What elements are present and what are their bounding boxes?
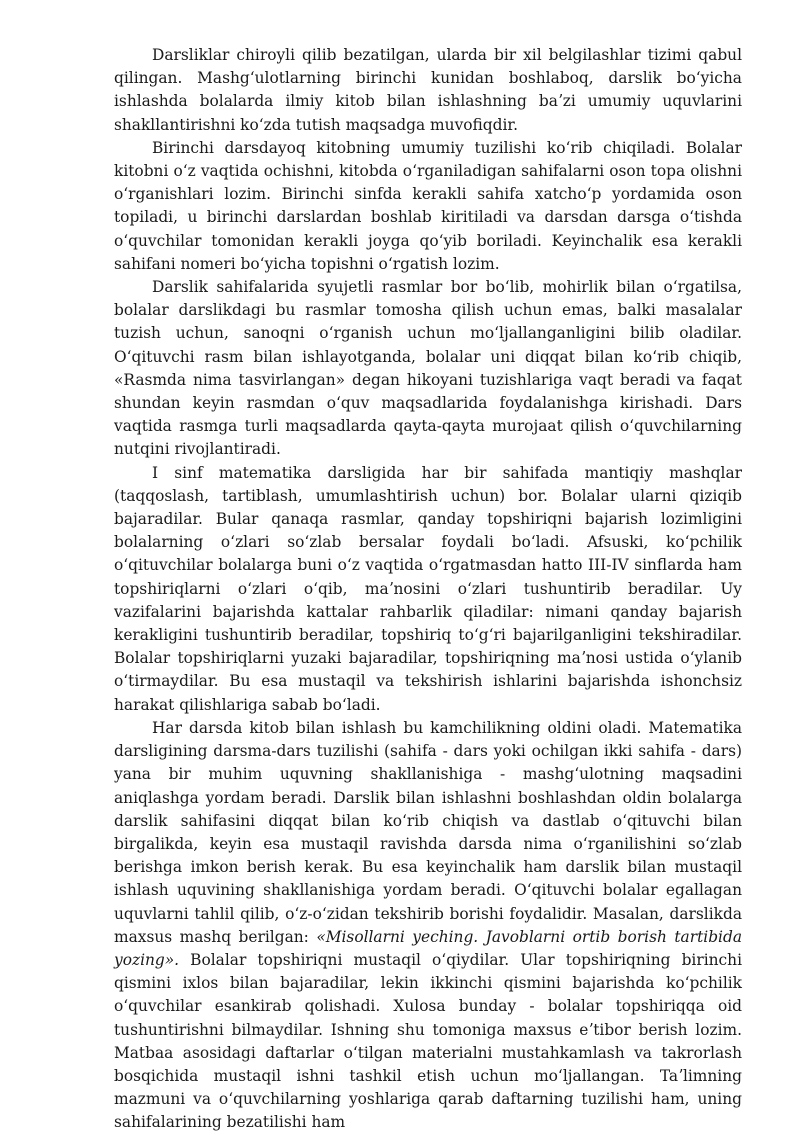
paragraph-1: Darsliklar chiroyli qilib bezatilgan, ularda bir xil belgilashlar tizimi qabul qilingan. Mashgʻulotlarning birinchi kunidan boshlaboq, darslik boʻyicha ishlashda bolalarda ilmiy kitob bilan ishlashning baʼzi umumiy uquvlarini shakllantirishni koʻzda tutish maqsadga muvofiqdir. <box>114 46 742 134</box>
paragraph-5-italic-quote: «Misollarni yeching. Javoblarni ortib borish tartibida yozing». <box>114 927 742 969</box>
paragraph-5 <box>114 717 742 1135</box>
paragraph-3: Darslik sahifalarida syujetli rasmlar bor boʻlib, mohirlik bilan oʻrgatilsa, bolalar darslikdagi bu rasmlar tomosha qilish uchun emas, balki masalalar tuzish uchun, sanoqni oʻrganish uchun moʻljallanganligini bilib oladilar. Oʻqituvchi rasm bilan ishlayotganda, bolalar uni diqqat bilan koʻrib chiqib, «Rasmda nima tasvirlangan» degan hikoyani tuzishlariga vaqt beradi va faqat shundan keyin rasmdan oʻquv maqsadlarida foydalanishga kirishadi. Dars vaqtida rasmga turli maqsadlarda qayta-qayta murojaat qilish oʻquvchilarning nutqini rivojlantiradi. <box>114 278 742 459</box>
paragraph-4: I sinf matematika darsligida har bir sahifada mantiqiy mashqlar (taqqoslash, tartiblash, umumlashtirish uchun) bor. Bolalar ularni qiziqib bajaradilar. Bular qanaqa rasmlar, qanday topshiriqni bajarish lozimligini bolalarning oʻzlari soʻzlab bersalar foydali boʻladi. Afsuski, koʻpchilik oʻqituvchilar bolalarga buni oʻz vaqtida oʻrgatmasdan hatto III-IV sinflarda ham topshiriqlarni oʻzlari oʻqib, maʼnosini oʻzlari tushuntirib beradilar. Uy vazifalarini bajarishda kattalar rahbarlik qiladilar: nimani qanday bajarish kerakligini tushuntirib beradilar, topshiriq toʻgʻri bajarilganligini tekshiradilar. Bolalar topshiriqlarni yuzaki bajaradilar, topshiriqning maʼnosi ustida oʻylanib oʻtirmaydilar. Bu esa mustaqil va tekshirish ishlarini bajarishda ishonchsiz harakat qilishlariga sabab boʻladi. <box>114 463 742 714</box>
paragraph-5-text-after: Bolalar topshiriqni mustaqil oʻqiydilar. Ular topshiriqning birinchi qismini ixlos bilan bajaradilar, lekin ikkinchi qismini bajarishda koʻpchilik oʻquvchilar esankirab qolishadi. Xulosa bunday - bolalar topshiriqqa oid tushuntirishni bilmaydilar. Ishning shu tomoniga maxsus eʼtibor berish lozim. Matbaa asosidagi daftarlar oʻtilgan materialni mustahkamlash va takrorlash bosqichida mustaqil ishni tashkil etish uchun moʻljallangan. Taʼlimning mazmuni va oʻquvchilarning yoshlariga qarab daftarning tuzilishi ham, uning sahifalarining bezatilishi ham <box>114 950 742 1132</box>
document-page <box>114 44 742 1135</box>
paragraph-5-text-before: Har darsda kitob bilan ishlash bu kamchilikning oldini oladi. Matematika darsligining darsma-dars tuzilishi (sahifa - dars yoki ochilgan ikki sahifa - dars) yana bir muhim uquvning shakllanishiga - mashgʻulotning maqsadini aniqlashga yordam beradi. Darslik bilan ishlashni boshlashdan oldin bolalarga darslik sahifasini diqqat bilan koʻrib chiqish va dastlab oʻqituvchi bilan birgalikda, keyin esa mustaqil ravishda darsda nima oʻrganilishini soʻzlab berishga imkon berish kerak. Bu esa keyinchalik ham darslik bilan mustaqil ishlash uquvining shakllanishiga yordam beradi. Oʻqituvchi bolalar egallagan uquvlarni tahlil qilib, oʻz-oʻzidan tekshirib borishi foydalidir. Masalan, darslikda maxsus mashq berilgan: <box>114 718 742 946</box>
paragraph-2: Birinchi darsdayoq kitobning umumiy tuzilishi koʻrib chiqiladi. Bolalar kitobni oʻz vaqtida ochishni, kitobda oʻrganiladigan sahifalarni oson topa olishni oʻrganishlari lozim. Birinchi sinfda kerakli sahifa xatchoʻp yordamida oson topiladi, u birinchi darslardan boshlab kiritiladi va darsdan darsga oʻtishda oʻquvchilar tomonidan kerakli joyga qoʻyib boriladi. Keyinchalik esa kerakli sahifani nomeri boʻyicha topishni oʻrgatish lozim. <box>114 138 742 273</box>
